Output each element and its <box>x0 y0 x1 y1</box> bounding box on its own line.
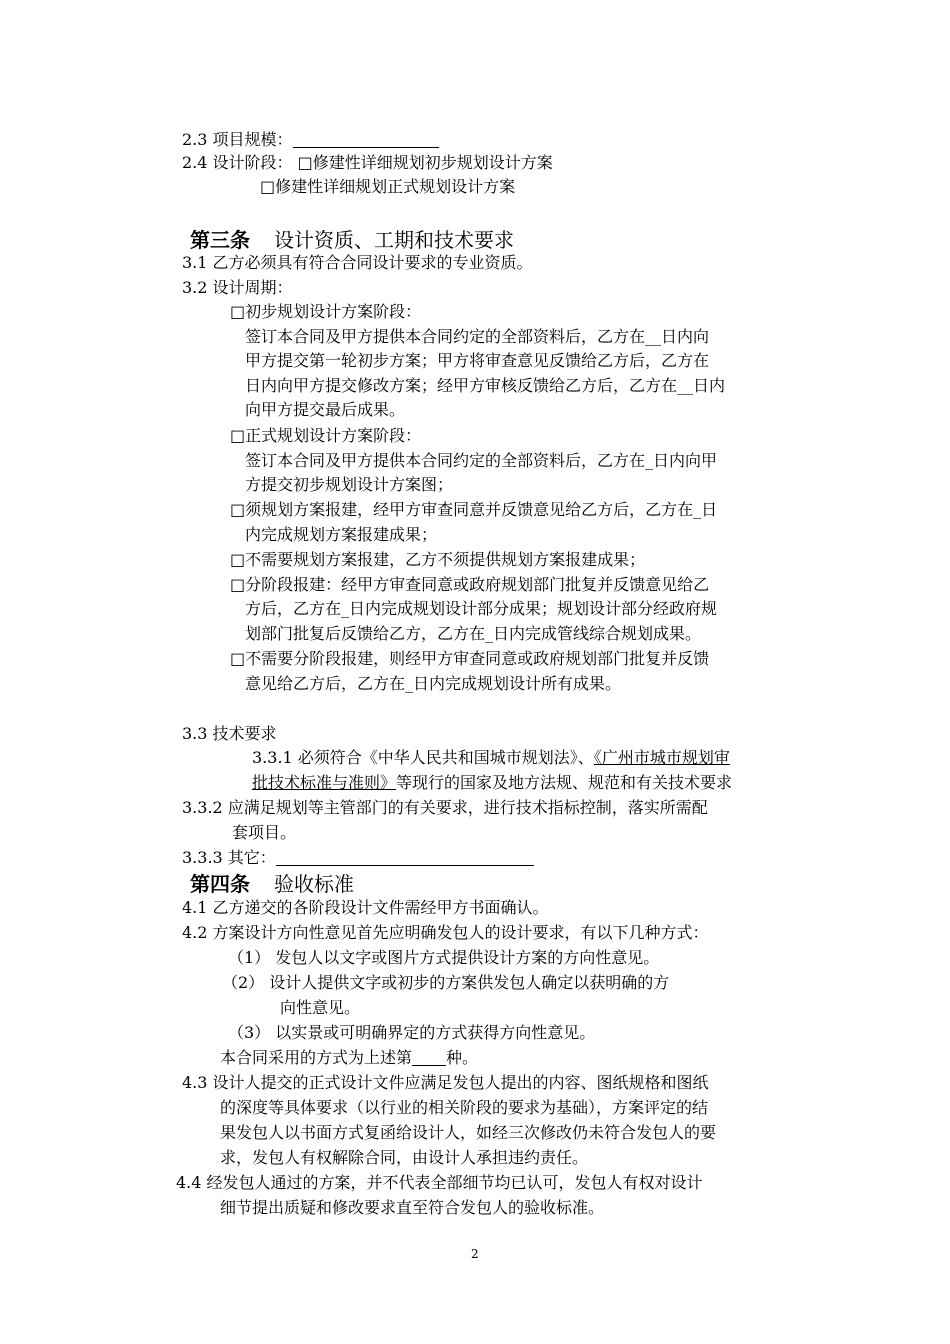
paragraph-line: 向甲方提交最后成果。 <box>245 400 406 419</box>
paragraph-line: 内完成规划方案报建成果； <box>245 525 438 544</box>
paragraph-line: 日内向甲方提交修改方案；经甲方审核反馈给乙方后，乙方在__日内 <box>245 376 726 395</box>
paragraph-line: 意见给乙方后，乙方在_日内完成规划设计所有成果。 <box>245 674 622 693</box>
item-3-3-2: 3.3.2 应满足规划等主管部门的有关要求，进行技术指标控制，落实所需配 <box>182 798 708 817</box>
paragraph-line: 求，发包人有权解除合同，由设计人承担违约责任。 <box>220 1148 589 1167</box>
item-3-3-1: 3.3.1 必须符合《中华人民共和国城市规划法》、《广州市城市规划审 <box>252 748 730 767</box>
option-line: □分阶段报建：经甲方审查同意或政府规划部门批复并反馈意见给乙 <box>230 575 710 594</box>
article-3-heading: 第三条 设计资质、工期和技术要求 <box>190 228 514 252</box>
method-blank <box>412 1049 446 1066</box>
item-2-4-option-2: □修建性详细规划正式规划设计方案 <box>260 177 516 196</box>
item-3-1: 3.1 乙方必须具有符合合同设计要求的专业资质。 <box>182 253 533 272</box>
paragraph-line: 向性意见。 <box>280 998 361 1017</box>
paragraph-line: 签订本合同及甲方提供本合同约定的全部资料后，乙方在_日内向甲 <box>245 451 718 470</box>
paragraph-line: 划部门批复后反馈给乙方，乙方在_日内完成管线综合规划成果。 <box>245 624 702 643</box>
option-3: （3） 以实景或可明确界定的方式获得方向性意见。 <box>228 1023 596 1042</box>
paragraph-line: 套项目。 <box>232 823 297 842</box>
article-4-heading: 第四条 验收标准 <box>190 872 354 896</box>
other-blank <box>276 849 534 866</box>
item-4-3: 4.3 设计人提交的正式设计文件应满足发包人提出的内容、图纸规格和图纸 <box>182 1073 709 1092</box>
item-4-4: 4.4 经发包人通过的方案，并不代表全部细节均已认可，发包人有权对设计 <box>176 1173 703 1192</box>
page-number: 2 <box>471 1247 479 1261</box>
paragraph-line: 方提交初步规划设计方案图； <box>245 475 454 494</box>
item-2-3: 2.3 项目规模： <box>182 128 439 152</box>
paragraph-line: 签订本合同及甲方提供本合同约定的全部资料后，乙方在__日内向 <box>245 327 710 346</box>
scale-blank <box>293 131 439 148</box>
phase-formal: □正式规划设计方案阶段： <box>230 426 422 445</box>
paragraph-line: 细节提出质疑和修改要求直至符合发包人的验收标准。 <box>220 1198 605 1217</box>
paragraph-line: 果发包人以书面方式复函给设计人，如经三次修改仍未符合发包人的要 <box>220 1123 717 1142</box>
option-line: □须规划方案报建，经甲方审查同意并反馈意见给乙方后，乙方在_日 <box>230 500 718 519</box>
option-1: （1） 发包人以文字或图片方式提供设计方案的方向性意见。 <box>228 948 660 967</box>
method-choice: 本合同采用的方式为上述第 种。 <box>220 1048 479 1067</box>
item-3-2: 3.2 设计周期： <box>182 278 293 297</box>
item-3-3: 3.3 技术要求 <box>182 724 277 743</box>
option-line: □不需要分阶段报建，则经甲方审查同意或政府规划部门批复并反馈 <box>230 649 710 668</box>
option-2: （2） 设计人提供文字或初步的方案供发包人确定以获明确的方 <box>222 973 670 992</box>
item-4-1: 4.1 乙方递交的各阶段设计文件需经甲方书面确认。 <box>182 898 549 917</box>
item-2-4: 2.4 设计阶段： □修建性详细规划初步规划设计方案 <box>182 153 553 172</box>
paragraph-line: 的深度等具体要求（以行业的相关阶段的要求为基础），方案评定的结 <box>220 1098 709 1117</box>
option-line: □不需要规划方案报建，乙方不须提供规划方案报建成果； <box>230 550 646 569</box>
paragraph-line: 方后，乙方在_日内完成规划设计部分成果；规划设计部分经政府规 <box>245 599 718 618</box>
phase-preliminary: □初步规划设计方案阶段： <box>230 302 422 321</box>
paragraph-line: 甲方提交第一轮初步方案；甲方将审查意见反馈给乙方后，乙方在 <box>245 351 710 370</box>
item-3-3-1-cont: 批技术标准与准则》等现行的国家及地方法规、规范和有关技术要求 <box>252 773 733 792</box>
item-4-2: 4.2 方案设计方向性意见首先应明确发包人的设计要求，有以下几种方式： <box>182 923 709 942</box>
item-3-3-3: 3.3.3 其它： <box>182 846 534 870</box>
